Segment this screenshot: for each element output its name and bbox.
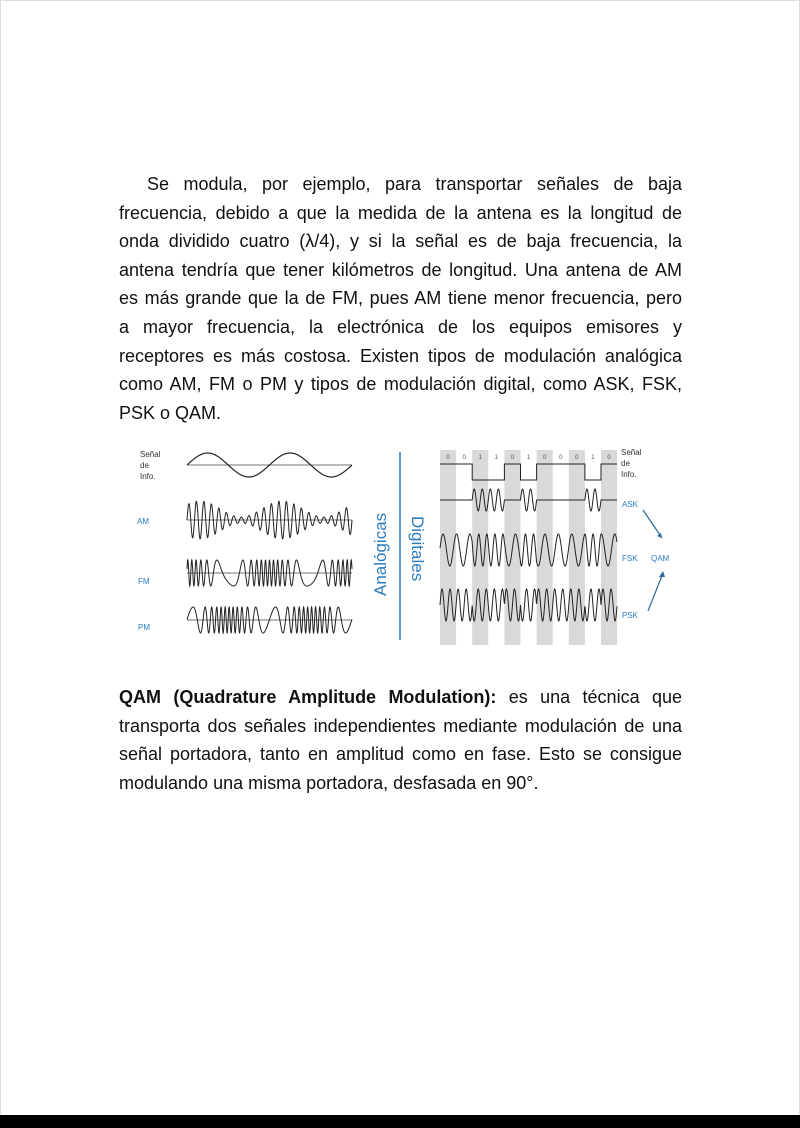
text-line: PSK o QAM.: [119, 402, 222, 423]
text-line: antena tendría que tener kilómetros de longitud. Una antena de AM: [119, 259, 682, 280]
text-line: frecuencia, debido a que la medida de la antena es la longitud de: [119, 202, 682, 223]
bit-label: 1: [494, 455, 499, 461]
bit-label: 0: [446, 455, 450, 461]
text-span: es una técnica que: [496, 687, 682, 707]
ask-wave: [440, 489, 617, 511]
bit-label: 1: [526, 455, 531, 461]
bit-label: 0: [607, 455, 611, 461]
text-line: a mayor frecuencia, la electrónica de los equipos emisores y: [119, 316, 682, 337]
analog-info-label-1: Señal: [140, 450, 161, 459]
digital-title: Digitales: [408, 516, 427, 582]
bit-column: [537, 450, 553, 645]
pm-label: PM: [138, 623, 150, 632]
analog-title: Analógicas: [371, 512, 390, 596]
psk-label: PSK: [622, 611, 639, 620]
text-line: modulando una misma portadora, desfasada en 90°.: [119, 772, 539, 793]
arrow-head-icon: [659, 571, 665, 577]
bit-label: 1: [478, 455, 482, 461]
psk-to-qam-arrow: [648, 573, 663, 611]
bit-label: 0: [510, 455, 515, 461]
text-line: receptores es más costosa. Existen tipos de modulación analógica: [119, 345, 682, 366]
fsk-wave: [440, 534, 617, 566]
text-line: [119, 683, 682, 712]
bit-label: 1: [591, 455, 595, 461]
bit-label: 0: [462, 455, 466, 461]
paragraph-qam-definition: [119, 683, 682, 797]
bottom-bar: [0, 1115, 800, 1128]
fsk-label: FSK: [622, 554, 638, 563]
text-line: es más grande que la de FM, pues AM tiene menor frecuencia, pero: [119, 288, 682, 309]
text-line: Se modula, por ejemplo, para transportar señales de baja: [147, 174, 682, 194]
text-line: como AM, FM o PM y tipos de modulación digital, como ASK, FSK,: [119, 374, 682, 395]
ask-label: ASK: [622, 500, 639, 509]
digital-info-label-1: Señal: [621, 448, 642, 457]
analog-panel: [137, 450, 390, 632]
qam-label: QAM: [651, 554, 670, 563]
qam-term: QAM (Quadrature Amplitude Modulation):: [119, 687, 497, 707]
am-label: AM: [137, 517, 149, 526]
text-line: señal portadora, tanto en amplitud como en fase. Esto se consigue: [119, 744, 682, 765]
analog-info-label-2: de: [140, 461, 149, 470]
ask-to-qam-arrow: [643, 510, 662, 538]
bit-label: 0: [542, 455, 547, 461]
fm-label: FM: [138, 577, 150, 586]
digital-info-label-3: Info.: [621, 470, 637, 479]
bit-label: 0: [559, 455, 563, 461]
analog-info-label-3: Info.: [140, 472, 156, 481]
psk-wave: [440, 589, 617, 621]
text-line: onda dividido cuatro (λ/4), y si la señal es de baja frecuencia, la: [119, 231, 682, 252]
bit-column: [601, 450, 617, 645]
digital-info-square-wave: [440, 464, 617, 480]
text-line: transporta dos señales independientes mediante modulación de una: [119, 715, 682, 736]
digital-info-label-2: de: [621, 459, 630, 468]
bit-label: 0: [575, 455, 579, 461]
